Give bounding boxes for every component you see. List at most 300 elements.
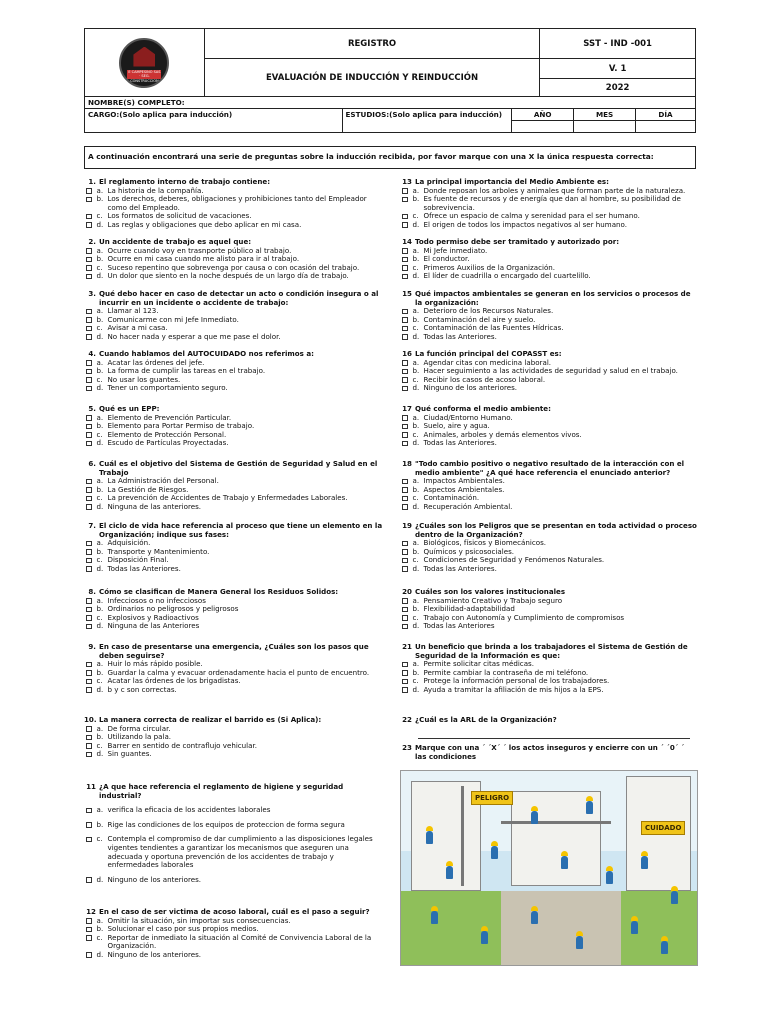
checkbox-icon[interactable] <box>86 274 92 280</box>
answer-option[interactable] <box>84 221 384 230</box>
answer-option[interactable] <box>84 686 384 695</box>
answer-option[interactable] <box>400 221 698 230</box>
option-text: Primeros Auxilios de la Organización. <box>423 262 556 272</box>
option-letter: c. <box>96 374 103 384</box>
option-letter: a. <box>96 595 104 605</box>
checkbox-icon[interactable] <box>86 877 92 883</box>
option-letter: c. <box>412 555 419 565</box>
question-text: ¿Cuáles son los Peligros que se presentan en toda actividad o proceso dentro de la Organización? <box>415 521 697 539</box>
option-letter: c. <box>412 612 419 622</box>
checkbox-icon[interactable] <box>402 487 408 493</box>
option-letter: a. <box>412 476 420 486</box>
answer-option[interactable] <box>84 195 384 212</box>
ano-label: AÑO <box>512 109 574 121</box>
checkbox-icon[interactable] <box>402 670 408 676</box>
option-letter: c. <box>412 676 419 686</box>
checkbox-icon[interactable] <box>402 549 408 555</box>
option-text: Ninguna de las Anteriores <box>107 621 200 631</box>
option-text: Adquisición. <box>107 538 151 548</box>
checkbox-icon[interactable] <box>402 309 408 315</box>
question-title <box>400 290 698 307</box>
option-letter: a. <box>412 538 420 548</box>
option-text: Comunicarme con mi Jefe Inmediato. <box>107 314 239 324</box>
option-letter: b. <box>96 366 104 376</box>
checkbox-icon[interactable] <box>86 752 92 758</box>
answer-option[interactable] <box>400 333 698 342</box>
nombre-field[interactable]: NOMBRE(S) COMPLETO: <box>85 97 696 109</box>
checkbox-icon[interactable] <box>86 424 92 430</box>
option-text: Recibir los casos de acoso laboral. <box>423 374 546 384</box>
option-letter: d. <box>412 383 420 393</box>
option-letter: a. <box>412 412 420 422</box>
info-table <box>84 96 696 133</box>
question-15 <box>400 290 698 342</box>
mes-field[interactable] <box>574 121 636 133</box>
question-text: Qué debo hacer en caso de detectar un acto o condición insegura o al incurrir en un incidente o accidente de trabajo: <box>99 289 379 307</box>
checkbox-icon[interactable] <box>86 504 92 510</box>
answer-option[interactable] <box>84 272 384 281</box>
option-letter: d. <box>96 563 104 573</box>
option-text: Elemento de Prevención Particular. <box>107 412 232 422</box>
option-letter: d. <box>96 621 104 631</box>
company-logo <box>119 38 169 88</box>
checkbox-icon[interactable] <box>86 549 92 555</box>
option-text: Contaminación de las Fuentes Hídricas. <box>423 323 564 333</box>
option-letter: b. <box>412 667 420 677</box>
question-number: 21 <box>402 642 412 651</box>
answer-option[interactable] <box>84 951 384 960</box>
question-4 <box>84 350 384 393</box>
option-text: Recuperación Ambiental. <box>423 501 513 511</box>
option-text: Todas las Anteriores. <box>423 438 497 448</box>
cargo-field[interactable]: CARGO:(Solo aplica para inducción) <box>85 109 343 133</box>
worker-figure <box>531 811 538 824</box>
checkbox-icon[interactable] <box>86 558 92 564</box>
answer-option[interactable] <box>400 565 698 574</box>
option-text: Avisar a mi casa. <box>107 323 168 333</box>
option-text: Permite cambiar la contraseña de mi teléfono. <box>423 667 589 677</box>
worker-figure <box>671 891 678 904</box>
question-19 <box>400 522 698 574</box>
option-text: Las reglas y obligaciones que debo aplicar en mi casa. <box>107 219 302 229</box>
checkbox-icon[interactable] <box>86 624 92 630</box>
checkbox-icon[interactable] <box>402 566 408 572</box>
option-letter: d. <box>96 271 104 281</box>
checkbox-icon[interactable] <box>86 541 92 547</box>
checkbox-icon[interactable] <box>86 615 92 621</box>
question-number: 3. <box>88 289 96 298</box>
option-text: Ninguno de los anteriores. <box>107 949 202 959</box>
checkbox-icon[interactable] <box>86 377 92 383</box>
checkbox-icon[interactable] <box>86 479 92 485</box>
answer-option[interactable] <box>84 565 384 574</box>
checkbox-icon[interactable] <box>402 504 408 510</box>
question-number: 6. <box>88 459 96 468</box>
checkbox-icon[interactable] <box>86 265 92 271</box>
checkbox-icon[interactable] <box>402 188 408 194</box>
option-letter: d. <box>96 749 104 759</box>
checkbox-icon[interactable] <box>402 248 408 254</box>
checkbox-icon[interactable] <box>402 360 408 366</box>
logo-text: E CAMPESINO SAS · SEG. CONSTRUCCION <box>128 69 161 83</box>
checkbox-icon[interactable] <box>86 687 92 693</box>
answer-option[interactable] <box>84 876 384 885</box>
option-text: La forma de cumplir las tareas en el trabajo. <box>107 366 266 376</box>
question-text: Qué conforma el medio ambiente: <box>415 404 551 413</box>
question-11 <box>84 783 384 884</box>
question-number: 1. <box>88 177 96 186</box>
answer-option[interactable] <box>400 503 698 512</box>
checkbox-icon[interactable] <box>86 369 92 375</box>
option-text: Huir lo más rápido posible. <box>107 659 203 669</box>
checkbox-icon[interactable] <box>86 222 92 228</box>
answer-option[interactable] <box>84 384 384 393</box>
option-text: Ninguno de los anteriores. <box>423 383 518 393</box>
question-title <box>84 290 384 307</box>
option-letter: b. <box>96 194 104 204</box>
checkbox-icon[interactable] <box>402 541 408 547</box>
question-number: 5. <box>88 404 96 413</box>
checkbox-icon[interactable] <box>402 317 408 323</box>
option-letter: b. <box>96 667 104 677</box>
checkbox-icon[interactable] <box>402 441 408 447</box>
question-text: En caso de presentarse una emergencia, ¿Cuáles son los pasos que deben seguirse? <box>99 642 369 660</box>
option-letter: a. <box>96 357 104 367</box>
option-text: Trabajo con Autonomía y Cumplimiento de compromisos <box>423 612 625 622</box>
option-letter: d. <box>412 438 420 448</box>
checkbox-icon[interactable] <box>86 918 92 924</box>
option-text: Ciudad/Entorno Humano. <box>423 412 513 422</box>
checkbox-icon[interactable] <box>402 265 408 271</box>
illustration-road <box>501 891 621 966</box>
option-text: Contaminación del aire y suelo. <box>423 314 536 324</box>
checkbox-icon[interactable] <box>86 432 92 438</box>
checkbox-icon[interactable] <box>402 197 408 203</box>
worker-figure <box>531 911 538 924</box>
checkbox-icon[interactable] <box>402 558 408 564</box>
option-text: Ofrece un espacio de calma y serenidad para el ser humano. <box>423 211 640 221</box>
option-letter: b. <box>412 194 420 204</box>
checkbox-icon[interactable] <box>86 598 92 604</box>
question-title <box>84 522 384 539</box>
option-letter: c. <box>412 323 419 333</box>
option-letter: d. <box>412 271 420 281</box>
option-letter: d. <box>96 219 104 229</box>
question-22 <box>400 716 698 739</box>
option-letter: b. <box>412 366 420 376</box>
question-title <box>84 460 384 477</box>
worker-figure <box>491 846 498 859</box>
option-text: De forma circular. <box>107 723 171 733</box>
checkbox-icon[interactable] <box>86 607 92 613</box>
question-text: Cuáles son los valores institucionales <box>415 587 566 596</box>
question-number: 7. <box>88 521 96 530</box>
option-text: Deterioro de los Recursos Naturales. <box>423 306 554 316</box>
option-letter: c. <box>96 211 103 221</box>
option-text: Pensamiento Creativo y Trabajo seguro <box>423 595 563 605</box>
checkbox-icon[interactable] <box>86 927 92 933</box>
option-text: El líder de cuadrilla o encargado del cuartelillo. <box>423 271 591 281</box>
option-text: Flexibilidad-adaptabilidad <box>423 604 515 614</box>
checkbox-icon[interactable] <box>86 317 92 323</box>
checkbox-icon[interactable] <box>86 822 92 828</box>
question-text: Marque con una ´ ´X´ ´ los actos inseguros y encierre con un ´ ´0´ ´ las condiciones <box>415 743 685 761</box>
question-text: La función principal del COPASST es: <box>415 349 562 358</box>
question-text: ¿Cuál es la ARL de la Organización? <box>415 715 557 724</box>
checkbox-icon[interactable] <box>86 487 92 493</box>
option-text: Utilizando la pala. <box>107 732 172 742</box>
checkbox-icon[interactable] <box>402 687 408 693</box>
option-letter: b. <box>96 604 104 614</box>
checkbox-icon[interactable] <box>402 369 408 375</box>
estudios-field[interactable]: ESTUDIOS:(Solo aplica para inducción) <box>342 109 512 133</box>
option-text: Acatar las órdenes de los brigadistas. <box>107 676 241 686</box>
option-text: Reportar de inmediato la situación al Comité de Convivencia Laboral de la Organización. <box>107 932 372 951</box>
question-text: Cuál es el objetivo del Sistema de Gestión de Seguridad y Salud en el Trabajo <box>99 459 378 477</box>
checkbox-icon[interactable] <box>86 662 92 668</box>
checkbox-icon[interactable] <box>402 326 408 332</box>
question-number: 15 <box>402 289 412 298</box>
checkbox-icon[interactable] <box>402 679 408 685</box>
option-text: Suceso repentino que sobrevenga por causa o con ocasión del trabajo. <box>107 262 360 272</box>
checkbox-icon[interactable] <box>402 274 408 280</box>
option-letter: c. <box>96 429 103 439</box>
checkbox-icon[interactable] <box>402 598 408 604</box>
checkbox-icon[interactable] <box>86 952 92 958</box>
answer-option[interactable] <box>400 686 698 695</box>
option-letter: b. <box>96 819 104 829</box>
checkbox-icon[interactable] <box>402 424 408 430</box>
option-letter: a. <box>96 659 104 669</box>
option-letter: b. <box>96 254 104 264</box>
header-table <box>84 28 696 97</box>
option-letter: b. <box>412 546 420 556</box>
construction-site-illustration[interactable] <box>400 770 698 966</box>
question-12 <box>84 908 384 960</box>
checkbox-icon[interactable] <box>402 662 408 668</box>
option-text: Ayuda a tramitar la afiliación de mis hijos a la EPS. <box>423 684 604 694</box>
answer-option[interactable] <box>84 806 384 815</box>
option-text: Sin guantes. <box>107 749 152 759</box>
option-text: Protege la información personal de los trabajadores. <box>423 676 610 686</box>
answer-option[interactable] <box>400 195 698 212</box>
checkbox-icon[interactable] <box>86 837 92 843</box>
option-letter: d. <box>412 331 420 341</box>
question-title <box>84 643 384 660</box>
option-letter: c. <box>96 932 103 942</box>
option-letter: b. <box>96 421 104 431</box>
answer-option[interactable] <box>400 384 698 393</box>
question-text: Qué es un EPP: <box>99 404 160 413</box>
answer-option[interactable] <box>84 821 384 830</box>
answer-option[interactable] <box>400 272 698 281</box>
illustration-sign-right: CUIDADO <box>641 821 685 835</box>
option-text: Ninguno de los anteriores. <box>107 874 202 884</box>
question-number: 19 <box>402 521 412 530</box>
option-letter: c. <box>96 493 103 503</box>
option-letter: c. <box>412 429 419 439</box>
option-text: El origen de todos los impactos negativos al ser humano. <box>423 219 628 229</box>
option-text: La Gestión de Riesgos. <box>107 484 189 494</box>
option-letter: d. <box>96 331 104 341</box>
question-number: 11 <box>86 782 96 791</box>
option-letter: b. <box>412 604 420 614</box>
answer-option[interactable] <box>84 439 384 448</box>
answer-option[interactable] <box>400 439 698 448</box>
checkbox-icon[interactable] <box>86 743 92 749</box>
question-20 <box>400 588 698 631</box>
option-text: Ocurre en mi casa cuando me alisto para ir al trabajo. <box>107 254 300 264</box>
option-text: Explosivos y Radioactivos <box>107 612 199 622</box>
option-letter: c. <box>412 493 419 503</box>
option-letter: d. <box>412 684 420 694</box>
option-letter: a. <box>412 659 420 669</box>
option-text: Llamar al 123. <box>107 306 159 316</box>
ano-field[interactable] <box>512 121 574 133</box>
checkbox-icon[interactable] <box>86 441 92 447</box>
checkbox-icon[interactable] <box>86 808 92 814</box>
option-text: Biológicos, físicos y Biomecánicos. <box>423 538 547 548</box>
answer-option[interactable] <box>84 333 384 342</box>
checkbox-icon[interactable] <box>402 334 408 340</box>
option-letter: b. <box>412 314 420 324</box>
option-letter: a. <box>96 805 104 815</box>
checkbox-icon[interactable] <box>86 188 92 194</box>
option-text: Omitir la situación, sin importar sus consecuencias. <box>107 915 291 925</box>
checkbox-icon[interactable] <box>86 360 92 366</box>
checkbox-icon[interactable] <box>402 386 408 392</box>
checkbox-icon[interactable] <box>86 566 92 572</box>
option-letter: d. <box>96 383 104 393</box>
option-text: Ocurre cuando voy en trasnporte público al trabajo. <box>107 245 292 255</box>
question-9 <box>84 643 384 695</box>
checkbox-icon[interactable] <box>86 386 92 392</box>
option-letter: d. <box>96 501 104 511</box>
option-letter: b. <box>96 546 104 556</box>
option-text: Barrer en sentido de contraflujo vehicular. <box>107 740 258 750</box>
option-letter: c. <box>96 555 103 565</box>
checkbox-icon[interactable] <box>402 607 408 613</box>
checkbox-icon[interactable] <box>86 334 92 340</box>
question-title <box>400 716 698 725</box>
option-letter: d. <box>96 949 104 959</box>
question-title <box>400 460 698 477</box>
checkbox-icon[interactable] <box>86 197 92 203</box>
question-number: 9. <box>88 642 96 651</box>
option-text: No usar los guantes. <box>107 374 181 384</box>
checkbox-icon[interactable] <box>402 479 408 485</box>
option-text: Rige las condiciones de los equipos de proteccion de forma segura <box>107 819 345 829</box>
option-letter: c. <box>96 262 103 272</box>
checkbox-icon[interactable] <box>86 726 92 732</box>
option-text: Los formatos de solicitud de vacaciones. <box>107 211 252 221</box>
checkbox-icon[interactable] <box>402 615 408 621</box>
worker-figure <box>561 856 568 869</box>
option-letter: d. <box>96 684 104 694</box>
checkbox-icon[interactable] <box>402 214 408 220</box>
checkbox-icon[interactable] <box>402 432 408 438</box>
option-letter: d. <box>96 874 104 884</box>
option-letter: a. <box>412 306 420 316</box>
checkbox-icon[interactable] <box>402 624 408 630</box>
mes-label: MES <box>574 109 636 121</box>
option-text: La prevención de Accidentes de Trabajo y Enfermedades Laborales. <box>107 493 348 503</box>
checkbox-icon[interactable] <box>86 415 92 421</box>
answer-option[interactable] <box>400 622 698 631</box>
option-text: Todas las Anteriores <box>423 621 495 631</box>
checkbox-icon[interactable] <box>402 415 408 421</box>
option-text: Condiciones de Seguridad y Fenómenos Naturales. <box>423 555 605 565</box>
option-letter: c. <box>412 262 419 272</box>
document-code: SST - IND -001 <box>540 29 696 59</box>
checkbox-icon[interactable] <box>402 257 408 263</box>
worker-figure <box>426 831 433 844</box>
answer-option[interactable] <box>84 750 384 759</box>
option-letter: c. <box>96 612 103 622</box>
checkbox-icon[interactable] <box>86 679 92 685</box>
checkbox-icon[interactable] <box>86 496 92 502</box>
checkbox-icon[interactable] <box>86 670 92 676</box>
checkbox-icon[interactable] <box>86 735 92 741</box>
answer-option[interactable] <box>84 622 384 631</box>
dia-field[interactable] <box>636 121 696 133</box>
option-letter: b. <box>96 314 104 324</box>
registro-label: REGISTRO <box>204 29 539 59</box>
checkbox-icon[interactable] <box>86 214 92 220</box>
checkbox-icon[interactable] <box>402 222 408 228</box>
option-letter: a. <box>96 412 104 422</box>
question-title <box>400 643 698 660</box>
question-13 <box>400 178 698 230</box>
question-number: 14 <box>402 237 412 246</box>
option-letter: a. <box>96 185 104 195</box>
question-text: Cuando hablamos del AUTOCUIDADO nos referimos a: <box>99 349 315 358</box>
checkbox-icon[interactable] <box>402 496 408 502</box>
option-letter: a. <box>96 245 104 255</box>
option-letter: b. <box>412 421 420 431</box>
checkbox-icon[interactable] <box>86 248 92 254</box>
checkbox-icon[interactable] <box>86 326 92 332</box>
document-year: 2022 <box>540 79 696 97</box>
worker-figure <box>586 801 593 814</box>
answer-option[interactable] <box>84 934 384 951</box>
checkbox-icon[interactable] <box>86 309 92 315</box>
checkbox-icon[interactable] <box>86 257 92 263</box>
arl-answer-line[interactable] <box>418 725 690 739</box>
checkbox-icon[interactable] <box>402 377 408 383</box>
question-title <box>400 522 698 539</box>
question-7 <box>84 522 384 574</box>
checkbox-icon[interactable] <box>86 935 92 941</box>
worker-figure <box>576 936 583 949</box>
option-letter: c. <box>96 834 103 844</box>
worker-figure <box>661 941 668 954</box>
answer-option[interactable] <box>84 835 384 869</box>
option-text: Ordinarios no peligrosos y peligrosos <box>107 604 239 614</box>
illustration-sign-left: PELIGRO <box>471 791 513 805</box>
worker-figure <box>446 866 453 879</box>
question-3 <box>84 290 384 342</box>
answer-option[interactable] <box>84 503 384 512</box>
question-title <box>84 783 384 800</box>
question-number: 22 <box>402 715 412 724</box>
question-text: Todo permiso debe ser tramitado y autorizado por: <box>415 237 620 246</box>
illustration-beam <box>501 821 611 824</box>
option-letter: a. <box>96 723 104 733</box>
question-number: 16 <box>402 349 412 358</box>
question-number: 20 <box>402 587 412 596</box>
question-8 <box>84 588 384 631</box>
